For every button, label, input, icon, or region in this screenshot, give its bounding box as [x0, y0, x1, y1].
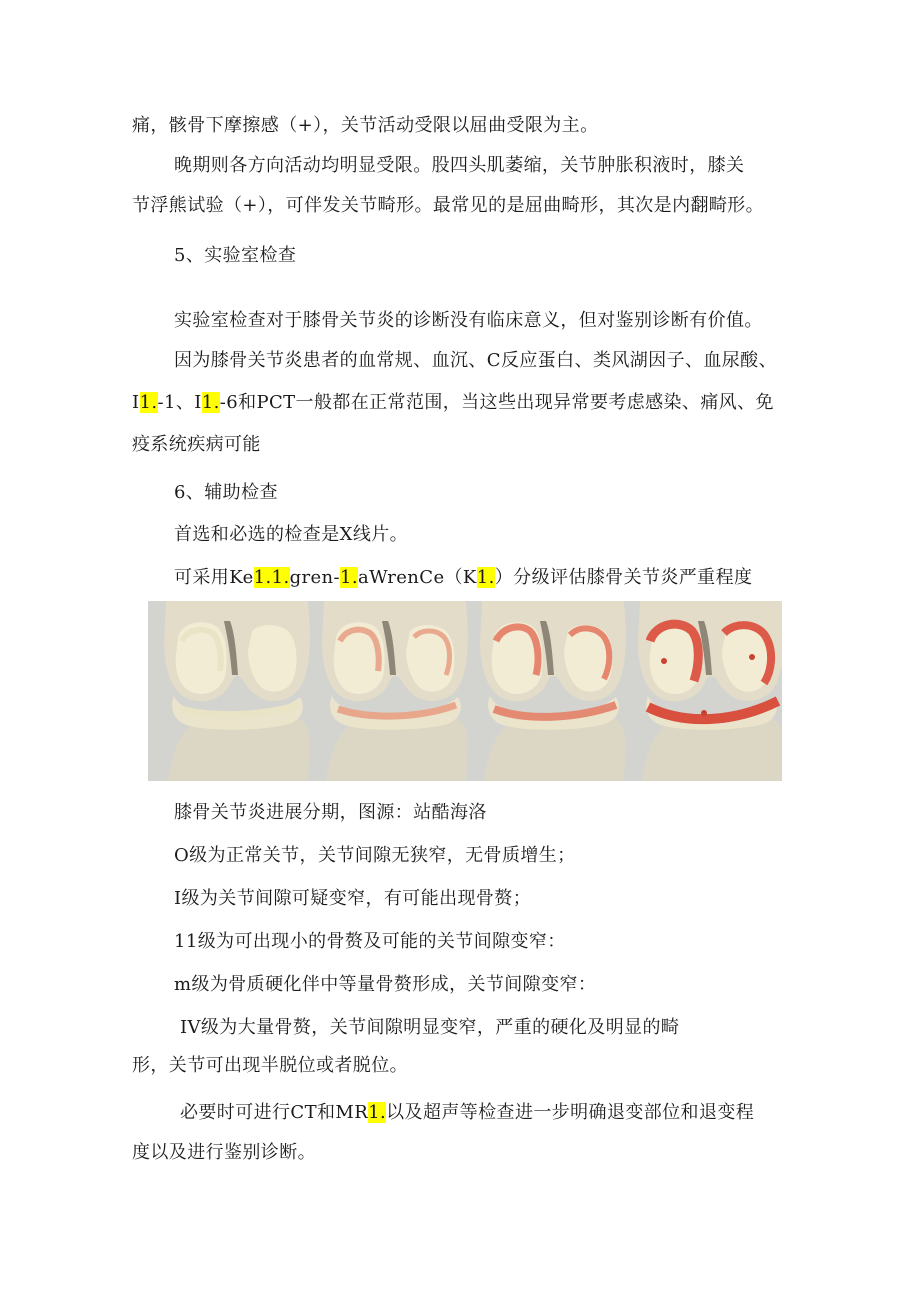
text-line: 晚期则各方向活动均明显受限。股四头肌萎缩，关节肿胀积液时，膝关	[174, 155, 745, 176]
grade-4-text: IV级为大量骨赘，关节间隙明显变窄，严重的硬化及明显的畸	[180, 1017, 680, 1038]
grade-1-text: I级为关节间隙可疑变窄，有可能出现骨赘；	[174, 888, 532, 909]
highlighted-text: 1.	[139, 392, 158, 413]
knee-illustration	[148, 601, 782, 781]
text-segment: -6和PCT一般都在正常范围，当这些出现异常要考虑感染、痛风、免	[219, 392, 774, 413]
highlighted-text: 1.	[201, 392, 220, 413]
text-line	[180, 1100, 754, 1126]
highlighted-text: 1.	[340, 567, 359, 588]
text-segment: -1、I	[157, 392, 202, 413]
grade-2-text: 11级为可出现小的骨赘及可能的关节间隙变窄：	[174, 931, 566, 952]
text-segment: 以及超声等检查进一步明确退变部位和退变程	[386, 1102, 755, 1123]
text-line	[174, 565, 752, 591]
text-segment: gren-	[289, 567, 341, 588]
text-segment: aWrenCe（K	[358, 567, 477, 588]
text-line: 疫系统疾病可能	[132, 434, 261, 455]
text-line: 因为膝骨关节炎患者的血常规、血沉、C反应蛋白、类风湖因子、血尿酸、	[174, 350, 777, 371]
highlighted-text: 1.1.	[253, 567, 290, 588]
text-line: 实验室检查对于膝骨关节炎的诊断没有临床意义，但对鉴别诊断有价值。	[174, 310, 763, 331]
text-segment: 必要时可进行CT和MR	[180, 1102, 369, 1123]
text-line: 节浮熊试验（+），可伴发关节畸形。最常见的是屈曲畸形，其次是内翻畸形。	[132, 195, 765, 216]
image-caption: 膝骨关节炎进展分期，图源：站酷海洛	[174, 802, 487, 823]
section-heading-auxiliary: 6、辅助检查	[174, 482, 278, 503]
section-heading-lab: 5、实验室检查	[174, 245, 297, 266]
text-segment: ）分级评估膝骨关节炎严重程度	[494, 567, 753, 588]
highlighted-text: 1.	[476, 567, 495, 588]
text-line: 痛，骸骨下摩擦感（+），关节活动受限以屈曲受限为主。	[132, 115, 599, 136]
knee-osteoarthritis-stages-image	[148, 601, 782, 781]
highlighted-text: 1.	[368, 1102, 387, 1123]
text-line: 度以及进行鉴别诊断。	[132, 1142, 316, 1163]
grade-3-text: m级为骨质硬化伴中等量骨赘形成，关节间隙变窄：	[174, 974, 597, 995]
grade-0-text: O级为正常关节，关节间隙无狭窄，无骨质增生；	[174, 845, 576, 866]
text-line: 首选和必选的检查是X线片。	[174, 524, 409, 545]
text-segment: I	[132, 392, 140, 413]
text-segment: 可采用Ke	[174, 567, 254, 588]
text-line: 形，关节可出现半脱位或者脱位。	[132, 1055, 408, 1076]
text-line	[132, 390, 774, 416]
